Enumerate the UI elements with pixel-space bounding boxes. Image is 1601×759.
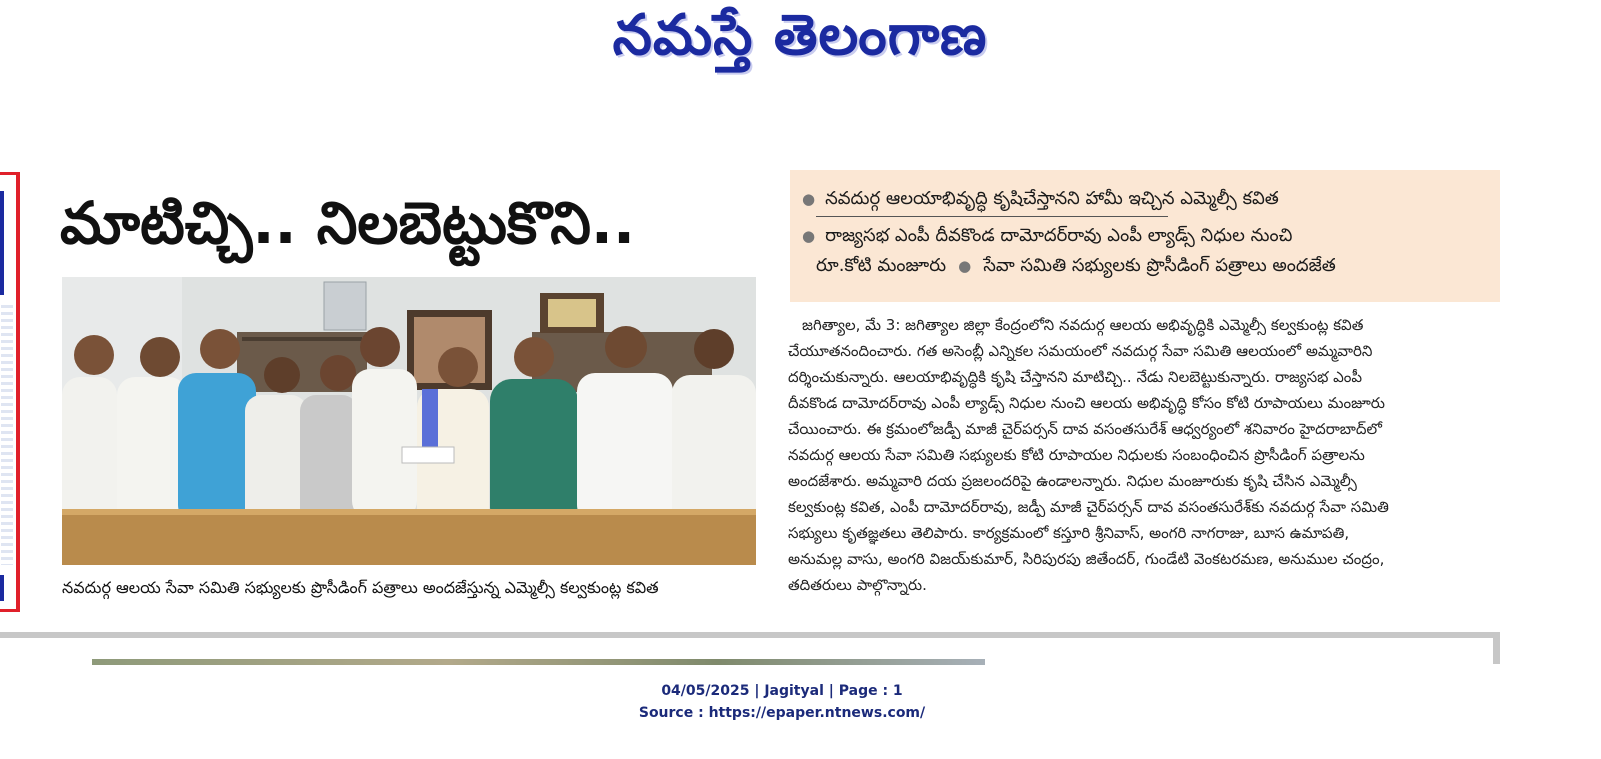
next-article-photo-edge: [92, 659, 985, 665]
page-footer: [0, 680, 1564, 724]
section-divider-vertical: [1493, 632, 1500, 664]
footer-edition-info: 04/05/2025 | Jagityal | Page : 1: [661, 683, 903, 699]
highlight-text: రూ.కోటి మంజూరు: [816, 255, 947, 276]
highlight-item: [802, 251, 1484, 281]
body-line: కల్వకుంట్ల కవిత, ఎంపీ దామోదర్‌రావు, జడ్పీ మాజీ చైర్‌పర్సన్ దావ వసంతసురేశ్‌కు నవదుర్గ సేవా సమితి: [788, 498, 1389, 516]
section-divider: [0, 632, 1500, 638]
body-line: అందజేశారు. అమ్మవారి దయ ప్రజలందరిపై ఉండాలన్నారు. నిధుల మంజూరుకు కృషి చేసిన ఎమ్మెల్సీ: [788, 472, 1357, 490]
article-photo: [62, 277, 756, 565]
body-line: చేయూతనందించారు. గత అసెంబ్లీ ఎన్నికల సమయంలో నవదుర్గ సేవా సమితి ఆలయంలో అమ్మవారిని: [788, 342, 1373, 360]
body-line: తదితరులు పాల్గొన్నారు.: [788, 576, 927, 594]
masthead: [540, 2, 1060, 82]
edge-texture: [1, 305, 13, 565]
highlight-text: నవదుర్గ ఆలయాభివృద్ధి కృషిచేస్తానని హామీ ఇచ్చిన ఎమ్మెల్సీ కవిత: [825, 188, 1279, 209]
footer-source: Source : https://epaper.ntnews.com/: [638, 705, 926, 721]
photo-illustration: [62, 277, 756, 565]
photo-caption: నవదుర్గ ఆలయ సేవా సమితి సభ్యులకు ప్రొసీడింగ్ పత్రాలు అందజేస్తున్న ఎమ్మెల్సీ కల్వకుంట్ల కవిత: [62, 578, 659, 597]
highlight-divider: [816, 216, 1168, 217]
body-line: దర్శించుకున్నారు. ఆలయాభివృద్ధికి కృషి చేస్తానని మాటిచ్చి.. నేడు నిలబెట్టుకున్నారు. రాజ్యసభ ఎంపీ: [788, 368, 1363, 386]
highlight-text: రాజ్యసభ ఎంపీ దీవకొండ దామోదర్‌రావు ఎంపీ ల్యాడ్స్ నిధుల నుంచి: [825, 225, 1293, 246]
body-line: అనుమల్ల వాసు, అంగరి విజయ్‌కుమార్, సిరిపురపు జితేందర్, గుండేటి వెంకటరమణ, అనుముల చంద్రం,: [788, 550, 1385, 568]
highlights-box: [790, 170, 1500, 302]
article-body: [788, 312, 1502, 612]
highlight-item: [802, 221, 1484, 251]
edge-bar-top: [0, 191, 4, 295]
body-line: దీవకొండ దామోదర్‌రావు ఎంపీ ల్యాడ్స్ నిధుల నుంచి ఆలయ అభివృద్ధి కోసం కోటి రూపాయలు మంజూరు: [788, 394, 1385, 412]
body-line: నవదుర్గ ఆలయ సేవా సమితి సభ్యులకు కోటి రూపాయల నిధులకు సంబంధించిన ప్రొసీడింగ్ పత్రాలను: [788, 446, 1365, 464]
adjacent-article-edge: [0, 172, 20, 612]
body-line: జగిత్యాల, మే 3: జగిత్యాల జిల్లా కేంద్రంలోని నవదుర్గ ఆలయ అభివృద్ధికి ఎమ్మెల్సీ కల్వకుంట్ల కవిత: [802, 316, 1364, 334]
highlight-text: సేవా సమితి సభ్యులకు ప్రొసీడింగ్ పత్రాలు అందజేత: [983, 255, 1336, 276]
body-line: చేయించారు. ఈ క్రమంలోజడ్పీ మాజీ చైర్‌పర్సన్ దావ వసంతసురేశ్ ఆధ్వర్యంలో శనివారం హైదరాబాద్‌లో: [788, 420, 1382, 438]
bullet-icon: ●: [802, 227, 816, 245]
bullet-icon: ●: [802, 190, 816, 208]
highlight-item: [802, 184, 1484, 214]
bullet-icon: ●: [958, 257, 972, 275]
article-headline: మాటిచ్చి.. నిలబెట్టుకొని..: [60, 189, 635, 257]
body-line: సభ్యులు కృతజ్ఞతలు తెలిపారు. కార్యక్రమంలో కస్తూరి శ్రీనివాస్, అంగరి నాగరాజు, బూస ఉమాపతి,: [788, 524, 1350, 542]
masthead-title: నమస్తే తెలంగాణ: [612, 2, 988, 68]
edge-bar-bottom: [0, 575, 4, 601]
